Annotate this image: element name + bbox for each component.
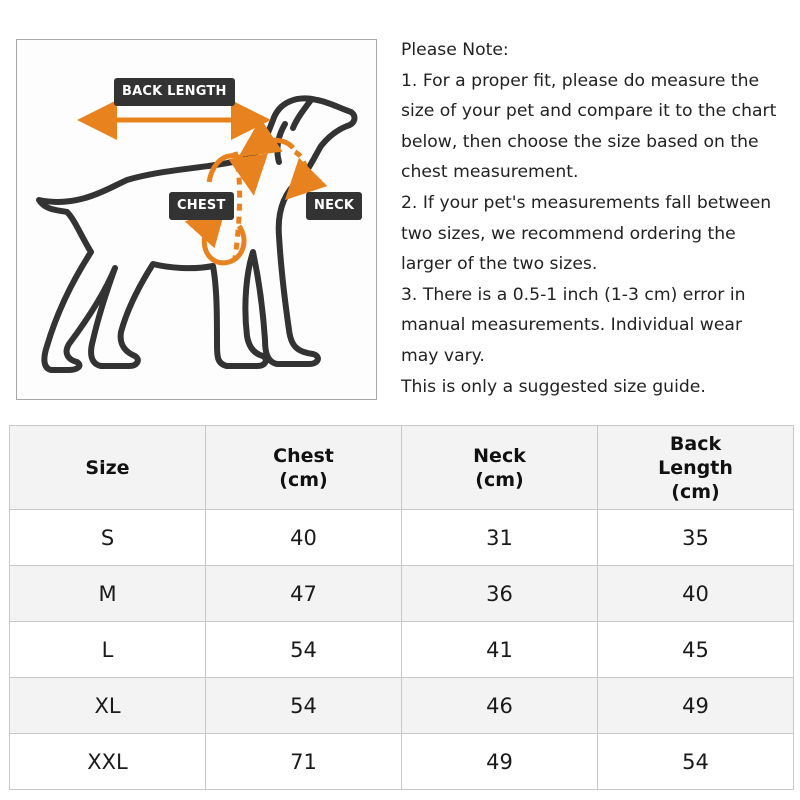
- header-text: Length: [658, 456, 733, 479]
- note-line: 1. For a proper fit, please do measure the: [401, 70, 760, 91]
- back-length-label: BACK LENGTH: [114, 78, 235, 106]
- chest-label: CHEST: [169, 192, 234, 220]
- header-size: [10, 426, 206, 510]
- neck-cell: 46: [402, 678, 598, 734]
- header-back-length: [598, 426, 794, 510]
- header-unit: (cm): [279, 468, 328, 491]
- size-cell: XL: [10, 678, 206, 734]
- note-line: may vary.: [401, 345, 485, 366]
- dog-silhouette: [39, 98, 354, 370]
- table-header-row: [10, 426, 794, 510]
- size-chart-table: [9, 425, 794, 790]
- size-cell: L: [10, 622, 206, 678]
- note-line: larger of the two sizes.: [401, 254, 598, 275]
- back-length-cell: 49: [598, 678, 794, 734]
- measurement-diagram: [16, 39, 377, 400]
- header-text: Size: [85, 456, 130, 479]
- chest-cell: 40: [206, 510, 402, 566]
- header-chest: [206, 426, 402, 510]
- size-cell: XXL: [10, 734, 206, 790]
- table-row: [10, 566, 794, 622]
- note-heading: Please Note:: [401, 40, 509, 60]
- table-row: [10, 678, 794, 734]
- neck-cell: 31: [402, 510, 598, 566]
- note-line: two sizes, we recommend ordering the: [401, 223, 736, 244]
- table-row: [10, 510, 794, 566]
- size-note: [401, 35, 796, 402]
- note-line: below, then choose the size based on the: [401, 131, 759, 152]
- chest-cell: 71: [206, 734, 402, 790]
- chest-cell: 54: [206, 678, 402, 734]
- header-text: Neck: [473, 444, 526, 467]
- neck-label: NECK: [306, 192, 362, 220]
- neck-cell: 41: [402, 622, 598, 678]
- back-length-cell: 54: [598, 734, 794, 790]
- size-cell: M: [10, 566, 206, 622]
- header-text: Chest: [273, 444, 334, 467]
- note-line: chest measurement.: [401, 162, 579, 183]
- note-line: manual measurements. Individual wear: [401, 315, 743, 336]
- back-length-cell: 35: [598, 510, 794, 566]
- size-cell: S: [10, 510, 206, 566]
- note-line: 3. There is a 0.5-1 inch (1-3 cm) error in: [401, 284, 746, 305]
- neck-cell: 36: [402, 566, 598, 622]
- chest-cell: 47: [206, 566, 402, 622]
- header-unit: (cm): [671, 480, 720, 503]
- table-row: [10, 734, 794, 790]
- chest-cell: 54: [206, 622, 402, 678]
- back-length-cell: 40: [598, 566, 794, 622]
- note-line: size of your pet and compare it to the chart: [401, 101, 777, 122]
- note-line: 2. If your pet's measurements fall between: [401, 192, 772, 213]
- header-unit: (cm): [475, 468, 524, 491]
- note-line: This is only a suggested size guide.: [401, 376, 706, 397]
- back-length-cell: 45: [598, 622, 794, 678]
- table-row: [10, 622, 794, 678]
- header-neck: [402, 426, 598, 510]
- header-text: Back: [669, 432, 722, 455]
- neck-cell: 49: [402, 734, 598, 790]
